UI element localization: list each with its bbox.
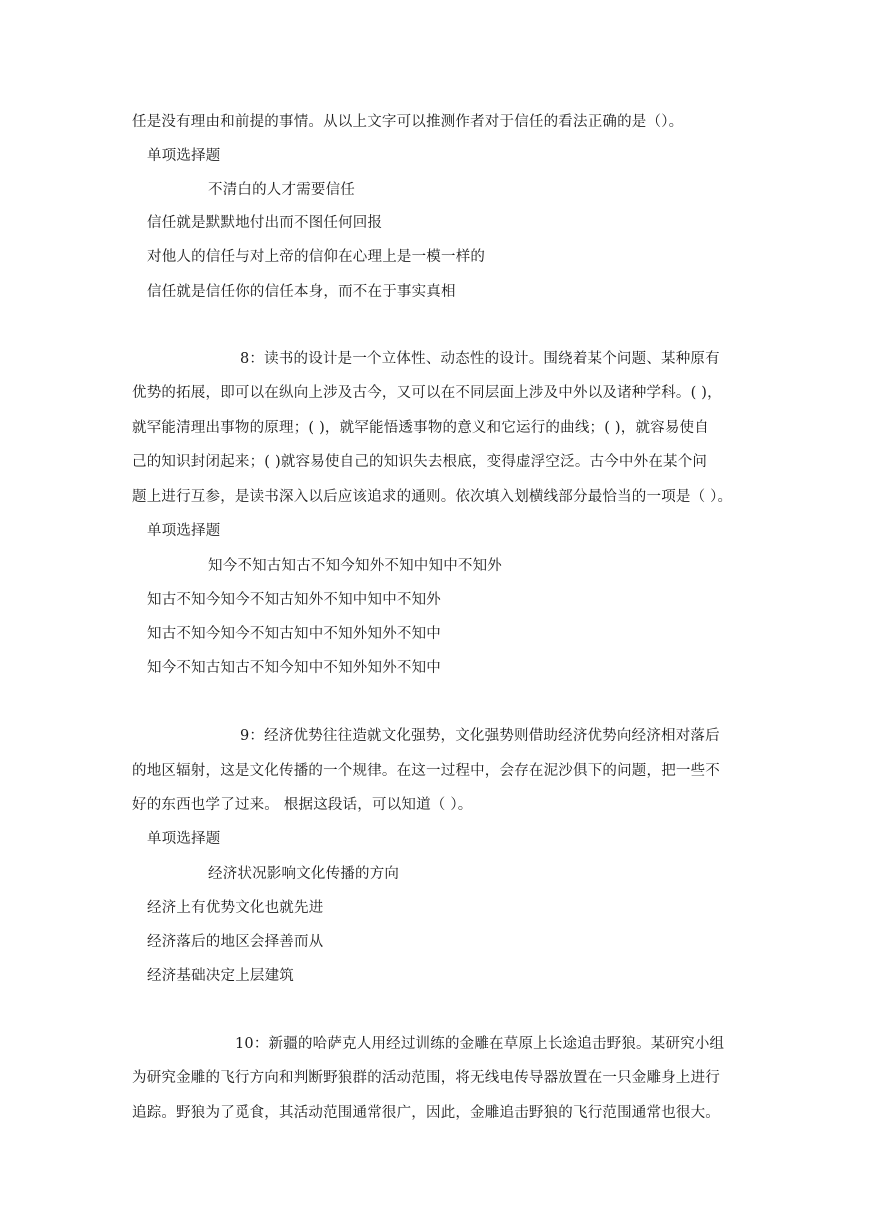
q9-type-label: 单项选择题 (147, 831, 221, 847)
q9-stem-line-2: 的地区辐射，这是文化传播的一个规律。在这一过程中，会存在泥沙俱下的问题，把一些不 (132, 763, 720, 779)
q9-option-b: 经济上有优势文化也就先进 (147, 900, 324, 916)
q7-option-b: 信任就是默默地付出而不图任何回报 (147, 215, 383, 231)
q7-option-d: 信任就是信任你的信任本身，而不在于事实真相 (147, 284, 456, 300)
q8-stem-line-5: 题上进行互参，是读书深入以后应该追求的通则。依次填入划横线部分最恰当的一项是（ ）。 (132, 489, 733, 505)
q10-stem-line-2: 为研究金雕的飞行方向和判断野狼群的活动范围，将无线电传导器放置在一只金雕身上进行 (132, 1070, 720, 1086)
q8-stem-line-4: 己的知识封闭起来；( )就容易使自己的知识失去根底，变得虚浮空泛。古今中外在某个问 (132, 454, 708, 470)
q10-stem-line-1: 10：新疆的哈萨克人用经过训练的金雕在草原上长途追击野狼。某研究小组 (235, 1036, 725, 1052)
q9-option-d: 经济基础决定上层建筑 (147, 968, 294, 984)
q8-option-d: 知今不知古知古不知今知中不知外知外不知中 (147, 660, 441, 676)
q8-option-a: 知今不知古知古不知今知外不知中知中不知外 (208, 558, 502, 574)
q7-type-label: 单项选择题 (147, 148, 221, 164)
q7-stem-tail: 任是没有理由和前提的事情。从以上文字可以推测作者对于信任的看法正确的是（）。 (132, 114, 684, 130)
q8-option-c: 知古不知今知今不知古知中不知外知外不知中 (147, 626, 441, 642)
q9-stem-line-1: 9：经济优势往往造就文化强势，文化强势则借助经济优势向经济相对落后 (240, 728, 720, 744)
q8-stem-line-1: 8：读书的设计是一个立体性、动态性的设计。围绕着某个问题、某种原有 (240, 351, 720, 367)
q8-stem-line-2: 优势的拓展，即可以在纵向上涉及古今，又可以在不同层面上涉及中外以及诸种学科。( )， (132, 385, 722, 401)
q9-stem-line-3: 好的东西也学了过来。 根据这段话，可以知道（ ）。 (132, 797, 473, 813)
q9-option-a: 经济状况影响文化传播的方向 (208, 866, 400, 882)
q9-option-c: 经济落后的地区会择善而从 (147, 934, 324, 950)
q8-stem-line-3: 就罕能清理出事物的原理；( )，就罕能悟透事物的意义和它运行的曲线；( )，就容易使自 (132, 420, 709, 436)
q8-option-b: 知古不知今知今不知古知外不知中知中不知外 (147, 592, 441, 608)
q7-option-a: 不清白的人才需要信任 (208, 182, 355, 198)
q7-option-c: 对他人的信任与对上帝的信仰在心理上是一模一样的 (147, 249, 486, 265)
q10-stem-line-3: 追踪。野狼为了觅食，其活动范围通常很广，因此，金雕追击野狼的飞行范围通常也很大。 (132, 1105, 720, 1121)
q8-type-label: 单项选择题 (147, 523, 221, 539)
